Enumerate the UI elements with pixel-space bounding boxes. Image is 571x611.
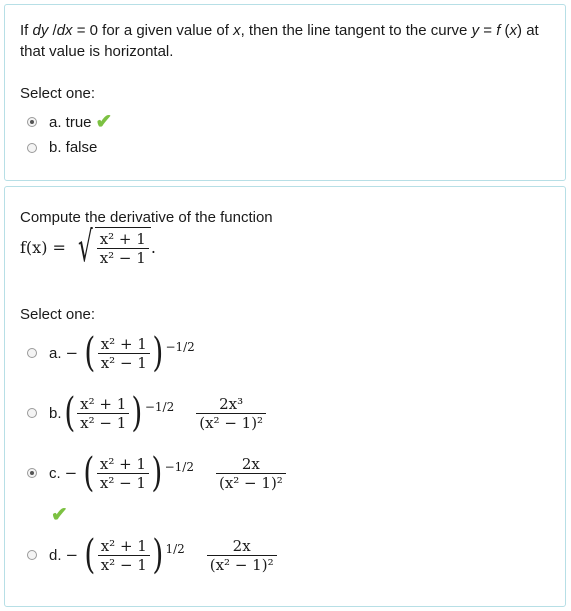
check-icon: ✔ bbox=[95, 111, 113, 133]
radio-button-selected[interactable] bbox=[27, 468, 37, 478]
question-card-1 bbox=[4, 4, 566, 181]
q1-text-part: dx bbox=[56, 22, 73, 39]
option-sign: − bbox=[64, 464, 78, 482]
option-numerator: x² + 1 bbox=[99, 454, 146, 473]
q1-text-part: dy bbox=[32, 22, 49, 39]
q1-text-part: x bbox=[509, 22, 518, 39]
select-one-label: Select one: bbox=[20, 85, 96, 102]
option-a-expression: − ( $\frac{\text{x² + 1}}{\text{x² − 1}}$ ) −1/2 bbox=[65, 330, 195, 376]
q1-text-part: ( bbox=[500, 22, 510, 39]
option-d[interactable] bbox=[27, 532, 277, 578]
q1-text-part: If bbox=[20, 22, 33, 39]
option-second-numerator: 2x bbox=[241, 454, 260, 473]
option-c-expression: − ( $\frac{\text{x² + 1}}{\text{x² − 1}}$ ) −1/2 $\frac{2x}{\text{(x² − 1)²}}$ bbox=[61, 453, 286, 493]
option-letter: a. bbox=[49, 344, 62, 362]
question-2-text: Compute the derivative of the function bbox=[20, 209, 273, 226]
q1-text-part: x bbox=[233, 22, 241, 39]
radio-button-selected[interactable] bbox=[27, 117, 37, 127]
radio-button[interactable] bbox=[27, 408, 37, 418]
option-exponent: 1/2 bbox=[165, 542, 185, 556]
q1-text-part: / bbox=[48, 22, 57, 39]
option-second-numerator: 2x bbox=[232, 536, 251, 555]
select-one-label: Select one: bbox=[20, 306, 96, 323]
option-second-denominator: (x² − 1)² bbox=[199, 413, 264, 432]
q1-text-part: = 0 for a given value of bbox=[72, 22, 234, 39]
option-d-expression: − ( $\frac{\text{x² + 1}}{\text{x² − 1}}$ ) 1/2 $\frac{2x}{\text{(x² − 1)²}}$ bbox=[62, 535, 277, 575]
function-tail: . bbox=[150, 237, 156, 257]
option-second-denominator: (x² − 1)² bbox=[218, 473, 283, 492]
option-letter: d. bbox=[49, 546, 62, 564]
option-numerator: x² + 1 bbox=[100, 536, 147, 555]
option-denominator: x² − 1 bbox=[100, 555, 147, 574]
check-icon: ✔ bbox=[51, 504, 68, 526]
option-denominator: x² − 1 bbox=[100, 353, 147, 372]
option-exponent: −1/2 bbox=[144, 400, 175, 414]
option-second-numerator: 2x³ bbox=[219, 394, 244, 413]
option-letter: b. bbox=[49, 404, 62, 422]
sqrt-symbol: √ bbox=[77, 222, 93, 271]
function-definition bbox=[20, 222, 156, 271]
radio-button[interactable] bbox=[27, 550, 37, 560]
option-a[interactable] bbox=[27, 330, 195, 376]
option-letter: c. bbox=[49, 464, 61, 482]
q1-text-part: y bbox=[471, 22, 480, 39]
option-label: b. false bbox=[49, 139, 98, 156]
q1-text-part: ) at that value is horizontal. bbox=[20, 22, 539, 60]
option-sign: − bbox=[65, 546, 79, 564]
option-exponent: −1/2 bbox=[165, 340, 195, 354]
function-lhs: f(x) = bbox=[20, 237, 66, 257]
option-second-denominator: (x² − 1)² bbox=[209, 555, 274, 574]
option-numerator: x² + 1 bbox=[80, 394, 127, 413]
option-sign: − bbox=[65, 344, 79, 362]
question-1-text bbox=[20, 20, 540, 62]
option-b-false[interactable] bbox=[27, 139, 97, 156]
question-card-2 bbox=[4, 186, 566, 607]
option-denominator: x² − 1 bbox=[80, 413, 127, 432]
function-numerator: x² + 1 bbox=[99, 230, 146, 248]
option-a-true[interactable] bbox=[27, 112, 112, 132]
option-label: a. true bbox=[49, 113, 92, 131]
q1-text-part: f bbox=[496, 22, 501, 39]
function-denominator: x² − 1 bbox=[99, 249, 146, 267]
q1-text-part: = bbox=[479, 22, 497, 39]
q1-text-part: , then the line tangent to the curve bbox=[240, 22, 472, 39]
option-exponent: −1/2 bbox=[164, 460, 194, 474]
option-denominator: x² − 1 bbox=[99, 473, 146, 492]
option-c[interactable] bbox=[27, 450, 286, 496]
option-numerator: x² + 1 bbox=[100, 334, 147, 353]
radio-button[interactable] bbox=[27, 348, 37, 358]
option-b-expression: ( $\frac{\text{x² + 1}}{\text{x² − 1}}$ ) −1/2 $\frac{\text{2x³}}{\text{(x² − 1)²}}$ bbox=[62, 393, 267, 433]
option-b[interactable] bbox=[27, 390, 266, 436]
radio-button[interactable] bbox=[27, 143, 37, 153]
